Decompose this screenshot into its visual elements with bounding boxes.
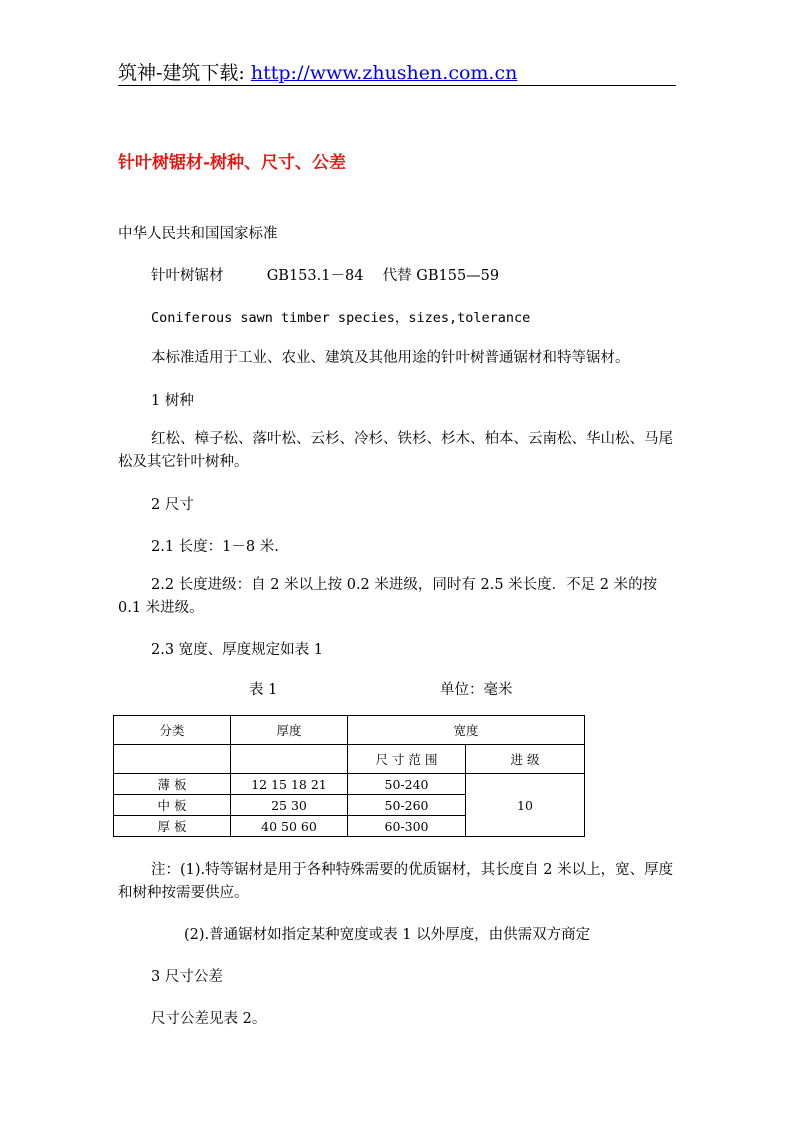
section-1-heading: 1 树种 xyxy=(151,393,194,409)
subheader-empty-1 xyxy=(114,745,231,774)
header-divider xyxy=(118,85,676,86)
row-category: 薄 板 xyxy=(114,774,231,795)
row-range: 50-260 xyxy=(348,795,466,816)
table-header-row xyxy=(114,716,585,745)
row-thickness: 25 30 xyxy=(231,795,348,816)
standard-line xyxy=(151,264,499,285)
header-width: 宽度 xyxy=(348,716,585,745)
section-2-1: 2.1 长度：1－8 米. xyxy=(151,539,279,555)
row-category: 厚 板 xyxy=(114,816,231,837)
section-2-2: 2.2 长度进级：自 2 米以上按 0.2 米进级，同时有 2.5 米长度．不足 2 米的按 0.1 米进级。 xyxy=(118,577,658,616)
replaces-code: 代替 GB155—59 xyxy=(382,268,500,284)
site-label: 筑神-建筑下载: xyxy=(118,62,251,84)
table-unit: 单位：毫米 xyxy=(440,682,513,698)
standard-code: GB153.1－84 xyxy=(266,268,364,284)
standard-name: 针叶树锯材 xyxy=(151,268,224,284)
site-link[interactable]: http://www.zhushen.com.cn xyxy=(250,62,518,84)
table-caption: 表 1 xyxy=(249,682,278,698)
dimension-table xyxy=(113,715,585,837)
section-3-heading: 3 尺寸公差 xyxy=(151,969,223,985)
standard-org: 中华人民共和国国家标准 xyxy=(118,226,278,242)
header-category: 分类 xyxy=(114,716,231,745)
subheader-empty-2 xyxy=(231,745,348,774)
subheader-step: 进 级 xyxy=(466,745,585,774)
row-step: 10 xyxy=(466,774,585,837)
row-thickness: 40 50 60 xyxy=(231,816,348,837)
row-range: 60-300 xyxy=(348,816,466,837)
row-thickness: 12 15 18 21 xyxy=(231,774,348,795)
page-title: 针叶树锯材-树种、尺寸、公差 xyxy=(118,153,347,173)
site-header xyxy=(118,58,517,85)
scope-text: 本标准适用于工业、农业、建筑及其他用途的针叶树普通锯材和特等锯材。 xyxy=(151,350,630,366)
note-2: (2).普通锯材如指定某种宽度或表 1 以外厚度，由供需双方商定 xyxy=(184,927,591,943)
section-1-text: 红松、樟子松、落叶松、云杉、冷杉、铁杉、杉木、柏本、云南松、华山松、马尾松及其它针叶树种。 xyxy=(118,431,673,470)
section-2-heading: 2 尺寸 xyxy=(151,497,194,513)
subheader-range: 尺 寸 范 围 xyxy=(348,745,466,774)
row-category: 中 板 xyxy=(114,795,231,816)
note-1: 注：(1).特等锯材是用于各种特殊需要的优质锯材，其长度自 2 米以上，宽、厚度和树种按需要供应。 xyxy=(118,862,674,901)
table-row xyxy=(114,774,585,795)
row-range: 50-240 xyxy=(348,774,466,795)
english-title: Coniferous sawn timber species，sizes,tolerance xyxy=(151,310,531,326)
section-3-text: 尺寸公差见表 2。 xyxy=(151,1011,267,1027)
header-thickness: 厚度 xyxy=(231,716,348,745)
table-subheader-row xyxy=(114,745,585,774)
section-2-3: 2.3 宽度、厚度规定如表 1 xyxy=(151,642,324,658)
